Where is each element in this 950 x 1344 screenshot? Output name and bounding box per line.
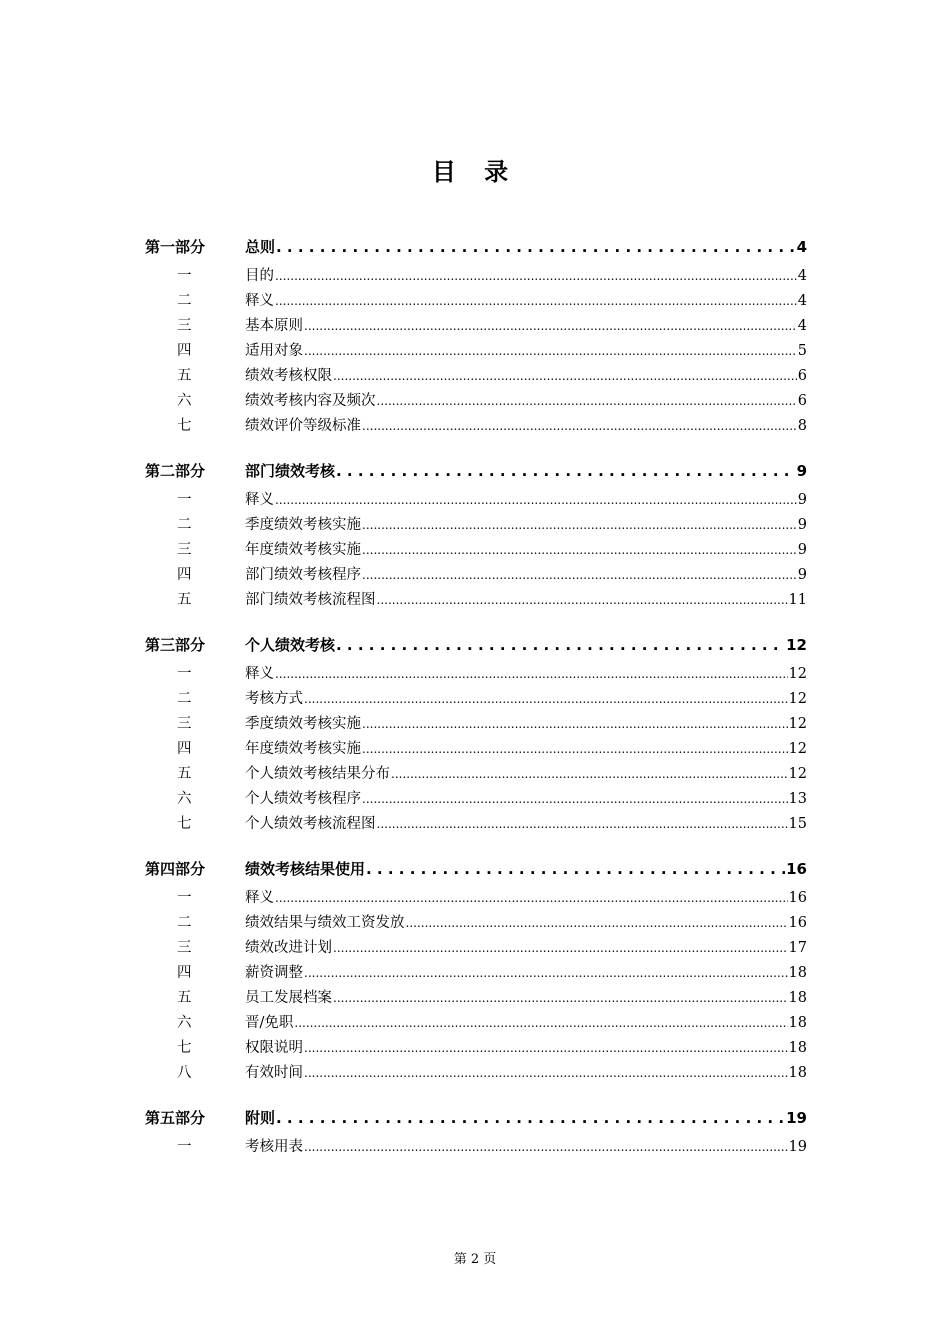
toc-label: 释义 [245,890,274,906]
toc-label: 个人绩效考核 [245,636,336,654]
toc-page: 16 [788,890,807,906]
toc-label: 员工发展档案 [245,990,332,1006]
toc-entry[interactable] [145,414,807,439]
toc-label: 释义 [245,492,274,508]
toc-dot-leader [406,915,788,931]
toc-dot-leader [377,393,797,409]
toc-page: 19 [786,1109,807,1127]
toc-label: 晋/免职 [245,1015,294,1031]
toc-page: 16 [786,860,807,878]
toc-num: 三 [177,716,192,732]
toc-num: 四 [177,567,192,583]
toc-part-heading[interactable] [145,858,807,886]
toc-part-heading[interactable] [145,460,807,488]
toc-page: 6 [797,368,807,384]
toc-page: 12 [788,766,807,782]
toc-num: 三 [177,940,192,956]
toc-dot-leader [294,1015,787,1031]
toc-num: 七 [177,418,192,434]
toc-dot-leader [336,462,796,480]
toc-label: 个人绩效考核程序 [245,791,361,807]
toc-entry[interactable] [145,1061,807,1086]
toc-page: 12 [786,636,807,654]
toc-entry[interactable] [145,488,807,513]
toc-label: 季度绩效考核实施 [245,517,361,533]
toc-page: 9 [796,462,807,480]
toc-label: 考核方式 [245,691,303,707]
toc-num: 第二部分 [145,462,206,480]
toc-entry[interactable] [145,936,807,961]
toc-page: 6 [797,393,807,409]
toc-dot-leader [304,965,788,981]
toc-num: 二 [177,915,192,931]
toc-num: 一 [177,1139,192,1155]
toc-num: 三 [177,542,192,558]
toc-label: 总则 [245,238,276,256]
toc-page: 12 [788,741,807,757]
toc-page: 9 [797,567,807,583]
toc-dot-leader [276,1109,785,1127]
toc-page: 18 [788,1065,807,1081]
toc-page: 18 [788,1040,807,1056]
toc-label: 个人绩效考核流程图 [245,816,376,832]
toc-entry[interactable] [145,1135,807,1160]
toc-page: 19 [788,1139,807,1155]
toc-label: 绩效改进计划 [245,940,332,956]
toc-num: 六 [177,1015,192,1031]
toc-label: 附则 [245,1109,276,1127]
toc-entry[interactable] [145,1011,807,1036]
toc-page: 17 [788,940,807,956]
toc-part [145,858,807,1086]
toc-label: 绩效评价等级标准 [245,418,361,434]
toc-page: 9 [797,492,807,508]
toc-part-heading[interactable] [145,236,807,264]
toc-dot-leader [275,666,788,682]
toc-entry[interactable] [145,264,807,289]
toc-part [145,1107,807,1160]
toc-label: 部门绩效考核 [245,462,336,480]
toc-label: 考核用表 [245,1139,303,1155]
toc-num: 四 [177,343,192,359]
toc-dot-leader [362,418,797,434]
toc-label: 有效时间 [245,1065,303,1081]
toc-num: 第一部分 [145,238,206,256]
toc-entry[interactable] [145,538,807,563]
toc-dot-leader [362,542,797,558]
toc-label: 目的 [245,268,274,284]
toc-entry[interactable] [145,588,807,613]
toc-num: 二 [177,293,192,309]
toc-dot-leader [362,567,797,583]
toc-label: 年度绩效考核实施 [245,542,361,558]
toc-dot-leader [362,791,788,807]
toc-entry[interactable] [145,1036,807,1061]
toc-num: 四 [177,741,192,757]
toc-label: 权限说明 [245,1040,303,1056]
toc-entry[interactable] [145,886,807,911]
toc-entry[interactable] [145,911,807,936]
toc-dot-leader [304,343,797,359]
toc-dot-leader [362,716,788,732]
toc-label: 绩效考核内容及频次 [245,393,376,409]
toc-num: 五 [177,766,192,782]
toc-page: 18 [788,1015,807,1031]
toc-num: 一 [177,268,192,284]
toc-dot-leader [304,318,797,334]
toc-entry[interactable] [145,812,807,837]
toc-entry[interactable] [145,389,807,414]
toc-entry[interactable] [145,787,807,812]
toc-dot-leader [275,293,797,309]
toc-num: 五 [177,368,192,384]
toc-entry[interactable] [145,662,807,687]
toc-label: 绩效考核权限 [245,368,332,384]
toc-dot-leader [366,860,785,878]
toc-page: 4 [796,238,807,256]
toc-dot-leader [275,268,797,284]
toc-page: 18 [788,965,807,981]
toc-entry[interactable] [145,513,807,538]
toc-label: 基本原则 [245,318,303,334]
toc-page: 4 [797,268,807,284]
toc-page: 13 [788,791,807,807]
toc-label: 部门绩效考核程序 [245,567,361,583]
toc-dot-leader [304,1040,788,1056]
toc-part-heading[interactable] [145,1107,807,1135]
toc-page: 12 [788,691,807,707]
toc-num: 三 [177,318,192,334]
toc-part-heading[interactable] [145,634,807,662]
toc-page: 4 [797,293,807,309]
toc-num: 七 [177,1040,192,1056]
toc-page: 15 [788,816,807,832]
page-footer: 第 2 页 [453,1252,497,1267]
toc-num: 一 [177,890,192,906]
toc-num: 第三部分 [145,636,206,654]
toc-dot-leader [336,636,785,654]
toc-dot-leader [304,1065,788,1081]
toc-entry[interactable] [145,762,807,787]
toc-num: 六 [177,791,192,807]
toc-dot-leader [377,816,788,832]
toc-label: 释义 [245,666,274,682]
toc-entry[interactable] [145,687,807,712]
toc-label: 薪资调整 [245,965,303,981]
toc-num: 八 [177,1065,192,1081]
toc-label: 释义 [245,293,274,309]
toc-num: 二 [177,691,192,707]
toc-page: 8 [797,418,807,434]
toc-page: 18 [788,990,807,1006]
toc-page: 16 [788,915,807,931]
toc-entry[interactable] [145,563,807,588]
toc-page: 9 [797,542,807,558]
toc-dot-leader [333,990,788,1006]
toc-num: 四 [177,965,192,981]
toc-num: 一 [177,492,192,508]
toc-page: 5 [797,343,807,359]
toc-dot-leader [391,766,788,782]
toc-page: 12 [788,666,807,682]
toc-dot-leader [304,691,788,707]
toc-entry[interactable] [145,737,807,762]
toc-entry[interactable] [145,712,807,737]
toc-num: 五 [177,990,192,1006]
toc-label: 适用对象 [245,343,303,359]
toc-entry[interactable] [145,986,807,1011]
toc-label: 季度绩效考核实施 [245,716,361,732]
toc-num: 七 [177,816,192,832]
toc-page: 12 [788,716,807,732]
toc-dot-leader [362,517,797,533]
toc-num: 一 [177,666,192,682]
toc-dot-leader [275,492,797,508]
toc-dot-leader [333,940,788,956]
toc-dot-leader [377,592,788,608]
toc-label: 绩效结果与绩效工资发放 [245,915,405,931]
toc-label: 年度绩效考核实施 [245,741,361,757]
toc-part [145,460,807,613]
toc-label: 绩效考核结果使用 [245,860,366,878]
toc-page: 9 [797,517,807,533]
page-title: 目 录 [431,158,519,186]
toc-entry[interactable] [145,289,807,314]
toc-dot-leader [276,238,796,256]
toc-entry[interactable] [145,314,807,339]
toc-num: 第四部分 [145,860,206,878]
toc-label: 部门绩效考核流程图 [245,592,376,608]
toc-label: 个人绩效考核结果分布 [245,766,390,782]
toc-page: 4 [797,318,807,334]
toc-dot-leader [275,890,788,906]
table-of-contents [145,236,807,1181]
toc-dot-leader [362,741,788,757]
toc-part [145,236,807,439]
toc-num: 六 [177,393,192,409]
toc-entry[interactable] [145,339,807,364]
toc-num: 五 [177,592,192,608]
toc-part [145,634,807,837]
toc-dot-leader [333,368,797,384]
toc-dot-leader [304,1139,788,1155]
toc-page: 11 [788,592,807,608]
toc-entry[interactable] [145,364,807,389]
toc-num: 第五部分 [145,1109,206,1127]
toc-entry[interactable] [145,961,807,986]
toc-num: 二 [177,517,192,533]
